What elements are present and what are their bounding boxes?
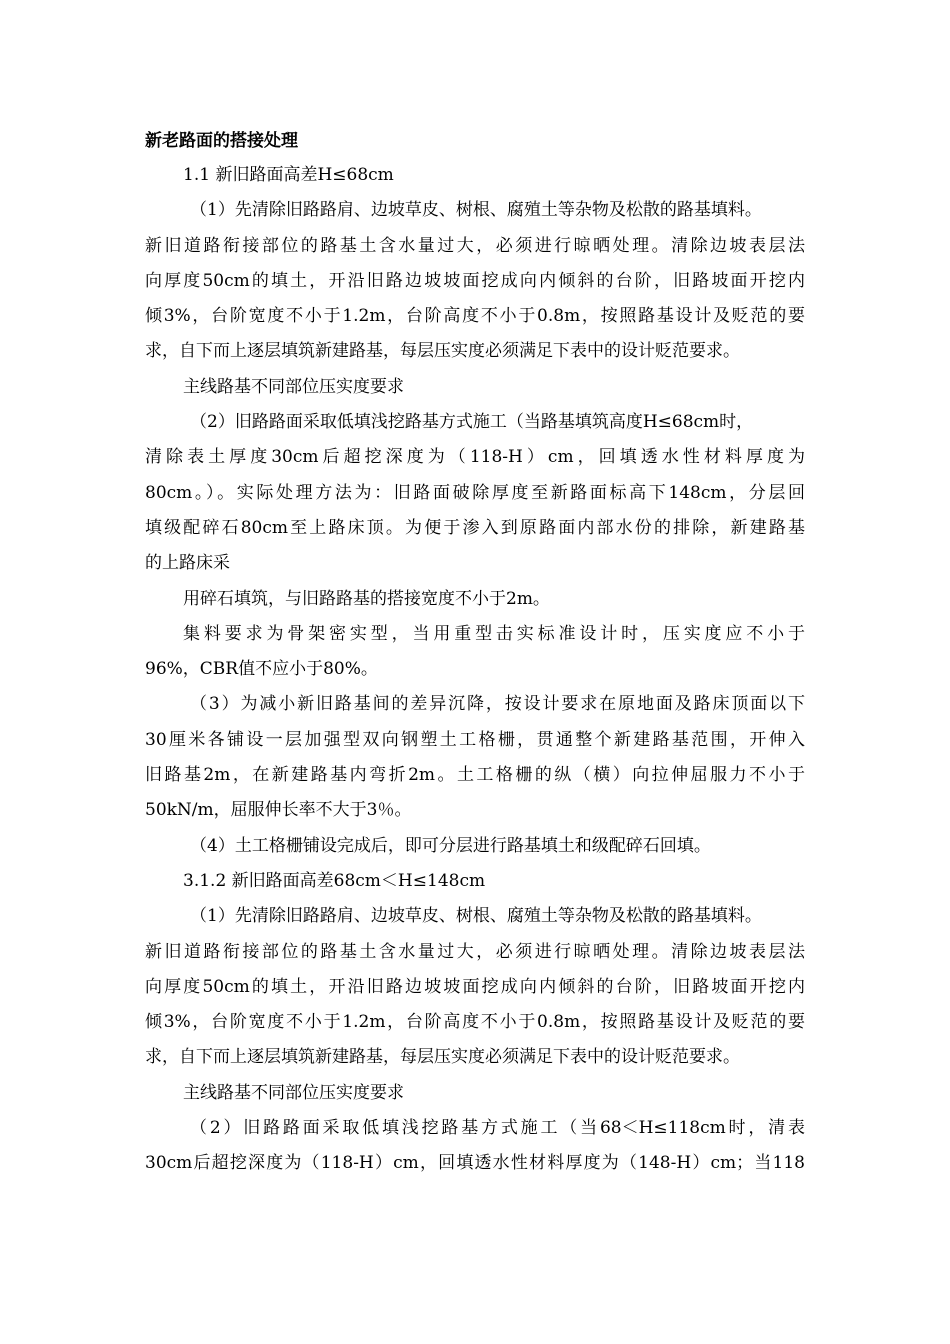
text-line: （1）先清除旧路路肩、边坡草皮、树根、腐殖土等杂物及松散的路基填料。 (190, 906, 762, 927)
text-line: 主线路基不同部位压实度要求 (183, 376, 404, 397)
text-line: 倾3%，台阶宽度不小于1.2m，台阶高度不小于0.8m，按照路基设计及贬范的要 (145, 1012, 805, 1033)
text-line: （3）为减小新旧路基间的差异沉降，按设计要求在原地面及路床顶面以下 (190, 694, 805, 715)
text-line: 80cm。）。实际处理方法为：旧路面破除厚度至新路面标高下148cm，分层回 (145, 482, 805, 503)
text-line: 主线路基不同部位压实度要求 (183, 1082, 404, 1103)
document-body (145, 124, 805, 1182)
text-line: 求，自下而上逐层填筑新建路基，每层压实度必须满足下表中的设计贬范要求。 (145, 1047, 740, 1068)
text-line: 向厚度50cm的填土，开沿旧路边坡坡面挖成向内倾斜的台阶，旧路坡面开挖内 (145, 976, 805, 997)
text-line: 50kN/m，屈服伸长率不大于3％。 (145, 800, 412, 821)
text-line: 的上路床采 (145, 553, 230, 574)
text-line: 填级配碎石80cm至上路床顶。为便于渗入到原路面内部水份的排除，新建路基 (145, 517, 805, 538)
text-line: 求，自下而上逐层填筑新建路基，每层压实度必须满足下表中的设计贬范要求。 (145, 341, 740, 362)
text-line: 旧路基2m，在新建路基内弯折2m。土工格栅的纵（横）向拉伸屈服力不小于 (145, 765, 805, 786)
text-line: 清除表土厚度30cm后超挖深度为（118-H）cm，回填透水性材料厚度为 (145, 447, 805, 468)
text-line: （1）先清除旧路路肩、边坡草皮、树根、腐殖土等杂物及松散的路基填料。 (190, 200, 762, 221)
text-line: 96%，CBR值不应小于80%。 (145, 659, 378, 680)
text-line: 30厘米各铺设一层加强型双向钢塑土工格栅，贯通整个新建路基范围，开伸入 (145, 729, 805, 750)
text-line: 1.1 新旧路面高差H≤68cm (183, 165, 394, 185)
text-line: （2）旧路路面采取低填浅挖路基方式施工（当68＜H≤118cm时，清表 (190, 1118, 805, 1139)
text-line: （2）旧路路面采取低填浅挖路基方式施工（当路基填筑高度H≤68cm时， (190, 412, 754, 433)
text-line: 新旧道路衔接部位的路基土含水量过大，必须进行晾晒处理。清除边坡表层法 (145, 235, 805, 256)
text-line: 倾3%，台阶宽度不小于1.2m，台阶高度不小于0.8m，按照路基设计及贬范的要 (145, 306, 805, 327)
text-line: 3.1.2 新旧路面高差68cm＜H≤148cm (183, 870, 486, 891)
text-line: （4）土工格栅铺设完成后，即可分层进行路基填土和级配碎石回填。 (190, 835, 711, 856)
document-title: 新老路面的搭接处理 (145, 131, 298, 151)
text-line: 用碎石填筑，与旧路路基的搭接宽度不小于2m。 (183, 588, 550, 609)
text-line: 向厚度50cm的填土，开沿旧路边坡坡面挖成向内倾斜的台阶，旧路坡面开挖内 (145, 270, 805, 291)
text-line: 30cm后超挖深度为（118-H）cm，回填透水性材料厚度为（148-H）cm；当118 (145, 1153, 805, 1174)
text-line: 集料要求为骨架密实型，当用重型击实标准设计时，压实度应不小于 (183, 623, 805, 644)
text-line: 新旧道路衔接部位的路基土含水量过大，必须进行晾晒处理。清除边坡表层法 (145, 941, 805, 962)
